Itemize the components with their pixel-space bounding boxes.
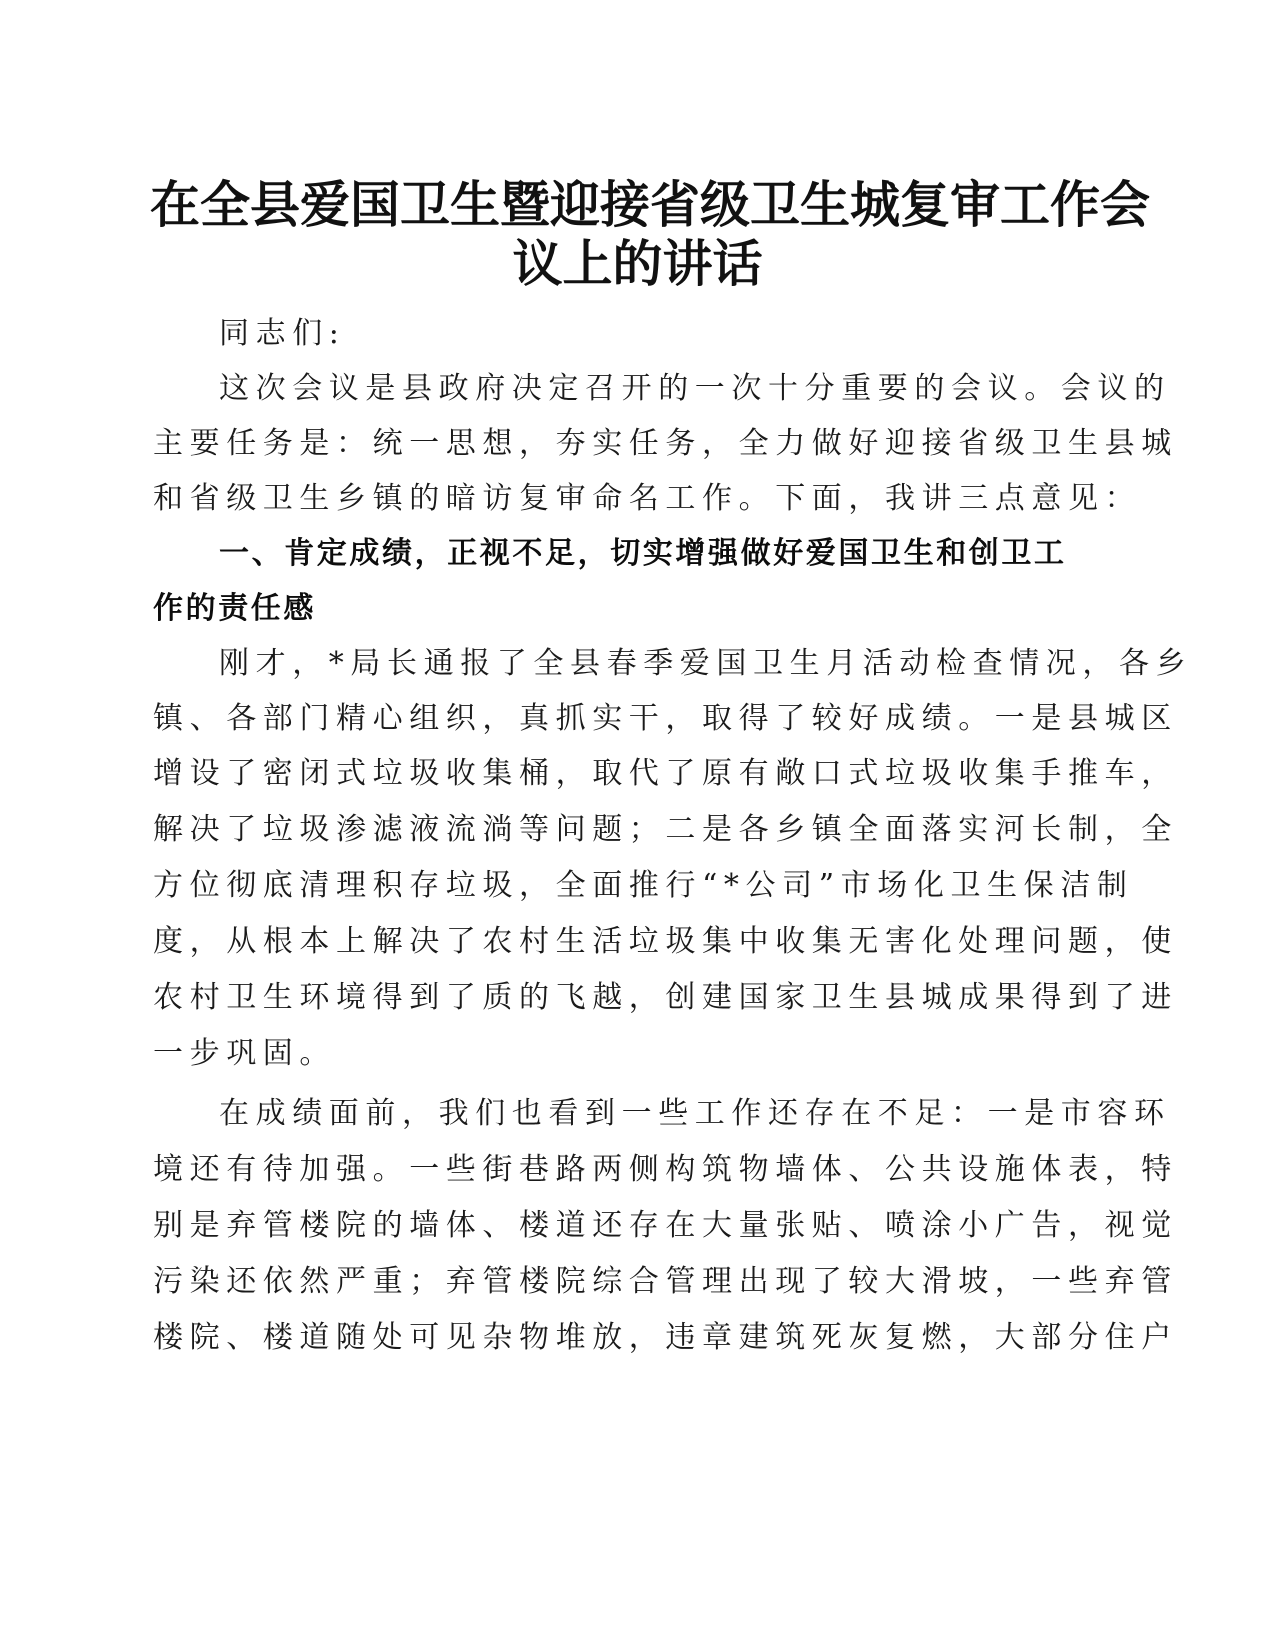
paragraph-3-line-3: 别是弃管楼院的墙体、楼道还存在大量张贴、喷涂小广告，视觉 <box>153 1208 1178 1243</box>
paragraph-2-line-2: 镇、各部门精心组织，真抓实干，取得了较好成绩。一是县城区 <box>153 701 1178 736</box>
paragraph-3-line-4: 污染还依然严重；弃管楼院综合管理出现了较大滑坡，一些弃管 <box>153 1264 1178 1299</box>
paragraph-2-line-4: 解决了垃圾渗滤液流淌等问题；二是各乡镇全面落实河长制，全 <box>153 812 1178 847</box>
document-title-line-1: 在全县爱国卫生暨迎接省级卫生城复审工作会 <box>150 175 1150 234</box>
paragraph-1-line-1: 这次会议是县政府决定召开的一次十分重要的会议。会议的 <box>219 371 1171 406</box>
paragraph-1-line-3: 和省级卫生乡镇的暗访复审命名工作。下面，我讲三点意见： <box>153 481 1142 516</box>
paragraph-2-line-8: 一步巩固。 <box>153 1036 336 1071</box>
paragraph-3-line-1: 在成绩面前，我们也看到一些工作还存在不足：一是市容环 <box>219 1096 1171 1131</box>
section-1-heading-line-2: 作的责任感 <box>153 591 316 626</box>
paragraph-2-line-7: 农村卫生环境得到了质的飞越，创建国家卫生县城成果得到了进 <box>153 980 1178 1015</box>
section-1-heading-line-1: 一、肯定成绩，正视不足，切实增强做好爱国卫生和创卫工 <box>219 536 1067 571</box>
paragraph-1-line-2: 主要任务是：统一思想，夯实任务，全力做好迎接省级卫生县城 <box>153 426 1178 461</box>
document-title-line-2: 议上的讲话 <box>512 234 763 293</box>
paragraph-2-line-3: 增设了密闭式垃圾收集桶，取代了原有敞口式垃圾收集手推车， <box>153 756 1178 791</box>
paragraph-2-line-5: 方位彻底清理积存垃圾，全面推行“*公司”市场化卫生保洁制 <box>153 868 1134 903</box>
greeting: 同志们: <box>219 316 346 351</box>
paragraph-2-line-1: 刚才，*局长通报了全县春季爱国卫生月活动检查情况，各乡 <box>219 646 1193 681</box>
paragraph-2-line-6: 度，从根本上解决了农村生活垃圾集中收集无害化处理问题，使 <box>153 924 1178 959</box>
paragraph-3-line-5: 楼院、楼道随处可见杂物堆放，违章建筑死灰复燃，大部分住户 <box>153 1320 1178 1355</box>
paragraph-3-line-2: 境还有待加强。一些街巷路两侧构筑物墙体、公共设施体表，特 <box>153 1152 1178 1187</box>
